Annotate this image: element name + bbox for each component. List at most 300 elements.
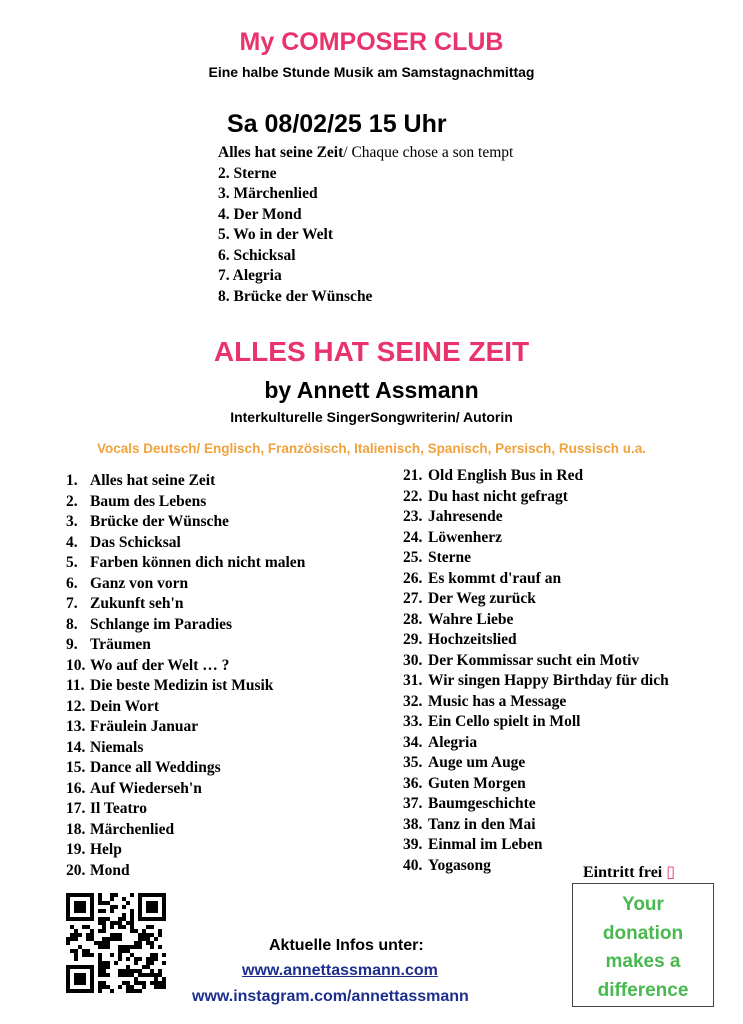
- qr-module: [102, 969, 106, 973]
- qr-module: [126, 985, 130, 989]
- song-number: 28.: [403, 610, 423, 628]
- website-link[interactable]: www.annettassmann.com: [242, 962, 438, 979]
- album-artist: by Annett Assmann: [264, 377, 479, 403]
- entry-symbol: ▯: [666, 864, 676, 881]
- song-number: 10.: [66, 656, 86, 674]
- qr-module: [90, 989, 94, 993]
- song-number: 12.: [66, 697, 86, 715]
- qr-module: [98, 897, 102, 901]
- song-item: [66, 492, 305, 513]
- qr-module: [154, 981, 158, 985]
- qr-module: [146, 901, 150, 905]
- qr-module: [98, 921, 102, 925]
- qr-module: [130, 921, 134, 925]
- song-item: [66, 676, 305, 697]
- qr-module: [90, 985, 94, 989]
- qr-module: [106, 941, 110, 945]
- qr-module: [122, 917, 126, 921]
- qr-module: [162, 901, 166, 905]
- song-item: [403, 692, 669, 713]
- qr-module: [142, 985, 146, 989]
- entry-free-label: Eintritt frei: [583, 864, 663, 881]
- qr-module: [146, 941, 150, 945]
- song-number: 21.: [403, 467, 423, 484]
- qr-module: [82, 981, 86, 985]
- qr-module: [82, 953, 86, 957]
- song-title: Schlange im Paradies: [90, 615, 233, 633]
- qr-module: [126, 981, 130, 985]
- song-item: [66, 656, 305, 677]
- song-title: Ein Cello spielt in Moll: [428, 713, 581, 730]
- qr-module: [98, 929, 102, 933]
- qr-module: [106, 973, 110, 977]
- event-date: Sa 08/02/25 15 Uhr: [227, 110, 447, 138]
- qr-module: [66, 905, 70, 909]
- qr-module: [154, 953, 158, 957]
- program-item: 2. Sterne: [218, 164, 277, 182]
- qr-module: [106, 901, 110, 905]
- qr-module: [138, 937, 142, 941]
- qr-module: [78, 917, 82, 921]
- qr-module: [66, 913, 70, 917]
- qr-module: [98, 953, 102, 957]
- qr-module: [70, 933, 74, 937]
- qr-module: [126, 949, 130, 953]
- qr-module: [70, 893, 74, 897]
- qr-module: [154, 957, 158, 961]
- song-item: [403, 733, 669, 754]
- qr-module: [142, 929, 146, 933]
- qr-module: [110, 989, 114, 993]
- qr-module: [134, 941, 138, 945]
- qr-module: [162, 913, 166, 917]
- qr-module: [86, 949, 90, 953]
- qr-module: [134, 961, 138, 965]
- qr-module: [138, 941, 142, 945]
- qr-module: [86, 933, 90, 937]
- qr-module: [142, 981, 146, 985]
- qr-module: [74, 957, 78, 961]
- qr-module: [102, 917, 106, 921]
- qr-module: [66, 909, 70, 913]
- song-item: [403, 548, 669, 569]
- instagram-link[interactable]: www.instagram.com/annettassmann: [192, 988, 469, 1005]
- song-title: Old English Bus in Red: [428, 467, 584, 484]
- qr-module: [66, 985, 70, 989]
- qr-module: [114, 893, 118, 897]
- song-title: Wo auf der Welt … ?: [90, 656, 230, 674]
- qr-module: [102, 925, 106, 929]
- song-title: Help: [90, 841, 122, 858]
- qr-module: [150, 961, 154, 965]
- qr-module: [130, 917, 134, 921]
- qr-module: [90, 917, 94, 921]
- qr-module: [90, 937, 94, 941]
- qr-module: [74, 977, 78, 981]
- qr-module: [122, 925, 126, 929]
- qr-module: [114, 937, 118, 941]
- qr-module: [66, 937, 70, 941]
- qr-module: [118, 921, 122, 925]
- program-item: 4. Der Mond: [218, 205, 302, 223]
- qr-module: [162, 981, 166, 985]
- club-title: My COMPOSER CLUB: [239, 28, 504, 56]
- qr-module: [70, 949, 74, 953]
- qr-module: [134, 969, 138, 973]
- qr-module: [86, 989, 90, 993]
- song-number: 27.: [403, 590, 423, 607]
- qr-module: [66, 973, 70, 977]
- song-number: 35.: [403, 754, 423, 771]
- qr-module: [150, 925, 154, 929]
- qr-module: [158, 929, 162, 933]
- qr-module: [98, 901, 102, 905]
- qr-module: [98, 989, 102, 993]
- qr-module: [154, 901, 158, 905]
- qr-module: [98, 957, 102, 961]
- qr-module: [154, 909, 158, 913]
- qr-module: [130, 913, 134, 917]
- qr-module: [130, 945, 134, 949]
- song-item: [66, 615, 305, 636]
- song-number: 6.: [66, 574, 78, 592]
- song-number: 13.: [66, 718, 86, 735]
- qr-module: [82, 989, 86, 993]
- qr-module: [90, 905, 94, 909]
- song-item: [403, 610, 669, 631]
- qr-module: [154, 977, 158, 981]
- song-number: 29.: [403, 631, 423, 648]
- song-item: [66, 717, 305, 738]
- song-number: 8.: [66, 615, 78, 633]
- qr-module: [154, 917, 158, 921]
- qr-module: [154, 973, 158, 977]
- qr-module: [90, 977, 94, 981]
- qr-module: [138, 957, 142, 961]
- song-item: [66, 512, 305, 533]
- qr-module: [66, 893, 70, 897]
- song-item: [403, 487, 669, 508]
- song-number: 4.: [66, 533, 78, 551]
- qr-module: [146, 933, 150, 937]
- song-title: Auf Wiederseh'n: [90, 779, 202, 797]
- song-number: 39.: [403, 836, 423, 853]
- song-item: [66, 533, 305, 554]
- qr-module: [90, 913, 94, 917]
- donation-box: [572, 883, 714, 1007]
- qr-module: [70, 989, 74, 993]
- qr-module: [74, 933, 78, 937]
- program-title: [218, 143, 513, 164]
- qr-module: [82, 905, 86, 909]
- qr-module: [118, 969, 122, 973]
- qr-module: [146, 893, 150, 897]
- qr-module: [114, 961, 118, 965]
- qr-module: [146, 925, 150, 929]
- song-number: 26.: [403, 569, 423, 587]
- song-number: 34.: [403, 733, 423, 751]
- qr-module: [138, 969, 142, 973]
- qr-module: [102, 941, 106, 945]
- qr-module: [158, 981, 162, 985]
- qr-module: [138, 981, 142, 985]
- qr-module: [142, 917, 146, 921]
- qr-module: [122, 949, 126, 953]
- song-title: Das Schicksal: [90, 533, 181, 551]
- qr-module: [106, 937, 110, 941]
- qr-module: [118, 953, 122, 957]
- qr-module: [134, 945, 138, 949]
- qr-module: [70, 917, 74, 921]
- qr-module: [98, 945, 102, 949]
- song-item: [66, 820, 305, 841]
- qr-module: [70, 965, 74, 969]
- qr-module: [66, 917, 70, 921]
- qr-module: [134, 989, 138, 993]
- song-number: 33.: [403, 713, 423, 730]
- song-title: Dein Wort: [90, 697, 160, 715]
- qr-module: [142, 937, 146, 941]
- qr-module: [134, 981, 138, 985]
- song-item: [403, 753, 669, 774]
- qr-module: [90, 933, 94, 937]
- qr-module: [98, 969, 102, 973]
- qr-module: [122, 913, 126, 917]
- qr-module: [106, 917, 110, 921]
- qr-module: [74, 909, 78, 913]
- qr-module: [126, 957, 130, 961]
- qr-module: [162, 897, 166, 901]
- qr-module: [90, 897, 94, 901]
- qr-module: [138, 901, 142, 905]
- qr-module: [86, 893, 90, 897]
- song-title: Der Weg zurück: [428, 590, 536, 607]
- donation-line: makes a: [605, 951, 681, 972]
- qr-module: [78, 893, 82, 897]
- song-item: [403, 630, 669, 651]
- qr-module: [82, 901, 86, 905]
- qr-module: [74, 965, 78, 969]
- qr-module: [114, 921, 118, 925]
- qr-module: [82, 977, 86, 981]
- qr-module: [98, 973, 102, 977]
- qr-module: [118, 985, 122, 989]
- qr-module: [150, 973, 154, 977]
- qr-module: [74, 929, 78, 933]
- qr-module: [78, 981, 82, 985]
- qr-module: [118, 973, 122, 977]
- qr-module: [98, 941, 102, 945]
- song-list-right: [403, 466, 669, 876]
- qr-module: [66, 981, 70, 985]
- qr-module: [66, 977, 70, 981]
- qr-module: [106, 965, 110, 969]
- qr-module: [82, 917, 86, 921]
- song-number: 37.: [403, 795, 423, 812]
- qr-module: [74, 953, 78, 957]
- qr-module: [158, 969, 162, 973]
- qr-module: [78, 945, 82, 949]
- qr-module: [78, 977, 82, 981]
- qr-module: [74, 973, 78, 977]
- qr-module: [98, 965, 102, 969]
- qr-module: [130, 893, 134, 897]
- donation-line: Your: [622, 894, 664, 915]
- qr-module: [78, 989, 82, 993]
- qr-module: [94, 941, 98, 945]
- song-number: 2.: [66, 492, 78, 510]
- program-title-fr: / Chaque chose a son tempt: [343, 144, 514, 161]
- qr-module: [138, 945, 142, 949]
- qr-module: [102, 901, 106, 905]
- qr-module: [74, 917, 78, 921]
- song-number: 15.: [66, 759, 86, 776]
- qr-module: [150, 953, 154, 957]
- song-title: Music has a Message: [428, 692, 567, 710]
- infos-label: Aktuelle Infos unter:: [269, 937, 424, 954]
- qr-module: [138, 893, 142, 897]
- song-title: Sterne: [428, 549, 472, 566]
- qr-module: [122, 973, 126, 977]
- qr-module: [130, 909, 134, 913]
- qr-module: [98, 981, 102, 985]
- qr-module: [142, 893, 146, 897]
- qr-module: [118, 957, 122, 961]
- song-item: [403, 835, 669, 856]
- qr-module: [78, 905, 82, 909]
- qr-module: [134, 929, 138, 933]
- qr-module: [110, 897, 114, 901]
- song-title: Du hast nicht gefragt: [428, 487, 568, 505]
- qr-module: [110, 909, 114, 913]
- qr-module: [90, 893, 94, 897]
- song-number: 23.: [403, 508, 423, 525]
- qr-module: [102, 921, 106, 925]
- qr-module: [158, 933, 162, 937]
- song-item: [403, 507, 669, 528]
- song-title: Alegria: [428, 733, 478, 751]
- song-item: [403, 774, 669, 795]
- song-number: 5.: [66, 554, 78, 571]
- song-title: Dance all Weddings: [90, 759, 221, 776]
- qr-module: [74, 981, 78, 985]
- qr-module: [78, 909, 82, 913]
- qr-module: [134, 957, 138, 961]
- song-item: [66, 738, 305, 759]
- qr-module: [74, 989, 78, 993]
- song-title: Tanz in den Mai: [428, 815, 536, 833]
- qr-module: [86, 953, 90, 957]
- qr-module: [138, 897, 142, 901]
- song-item: [66, 758, 305, 779]
- qr-module: [162, 953, 166, 957]
- program-item: 6. Schicksal: [218, 246, 296, 264]
- qr-module: [162, 917, 166, 921]
- qr-module: [130, 929, 134, 933]
- song-item: [66, 471, 305, 492]
- qr-module: [70, 925, 74, 929]
- song-number: 18.: [66, 820, 86, 838]
- song-number: 14.: [66, 738, 86, 756]
- qr-module: [98, 917, 102, 921]
- song-title: Mond: [90, 861, 130, 879]
- song-number: 11.: [66, 677, 85, 694]
- qr-module: [90, 901, 94, 905]
- qr-module: [82, 973, 86, 977]
- song-number: 40.: [403, 856, 423, 874]
- qr-module: [150, 945, 154, 949]
- song-item: [403, 589, 669, 610]
- song-item: [403, 671, 669, 692]
- song-title: Auge um Auge: [428, 754, 526, 771]
- song-title: Il Teatro: [90, 800, 147, 817]
- song-title: Guten Morgen: [428, 774, 526, 792]
- song-title: Niemals: [90, 738, 144, 756]
- qr-module: [150, 901, 154, 905]
- qr-module: [102, 981, 106, 985]
- song-number: 17.: [66, 800, 86, 817]
- qr-module: [106, 961, 110, 965]
- song-item: [66, 799, 305, 820]
- song-number: 7.: [66, 595, 78, 612]
- qr-module: [122, 897, 126, 901]
- song-number: 16.: [66, 779, 86, 797]
- qr-module: [130, 925, 134, 929]
- qr-module: [74, 949, 78, 953]
- song-title: Baumgeschichte: [428, 795, 536, 812]
- song-number: 24.: [403, 528, 423, 546]
- song-number: 19.: [66, 841, 86, 858]
- qr-module: [86, 917, 90, 921]
- song-number: 22.: [403, 487, 423, 505]
- qr-module: [114, 933, 118, 937]
- qr-module: [138, 909, 142, 913]
- qr-module: [102, 909, 106, 913]
- song-number: 9.: [66, 636, 78, 653]
- qr-module: [146, 917, 150, 921]
- qr-module: [162, 909, 166, 913]
- donation-line: difference: [597, 979, 689, 1001]
- qr-module: [90, 965, 94, 969]
- qr-module: [150, 981, 154, 985]
- program-item: 5. Wo in der Welt: [218, 226, 333, 243]
- program-item: 8. Brücke der Wünsche: [218, 287, 373, 305]
- qr-module: [86, 965, 90, 969]
- qr-module: [150, 969, 154, 973]
- qr-module: [66, 897, 70, 901]
- song-item: [403, 569, 669, 590]
- qr-module: [98, 985, 102, 989]
- song-number: 20.: [66, 861, 86, 879]
- qr-module: [98, 893, 102, 897]
- qr-module: [102, 985, 106, 989]
- qr-module: [102, 929, 106, 933]
- qr-module: [126, 965, 130, 969]
- qr-module: [126, 901, 130, 905]
- qr-code-icon[interactable]: [66, 893, 166, 993]
- qr-module: [110, 921, 114, 925]
- qr-module: [142, 965, 146, 969]
- qr-module: [138, 989, 142, 993]
- entry-free: [583, 862, 675, 882]
- song-number: 38.: [403, 815, 423, 833]
- qr-module: [82, 925, 86, 929]
- qr-module: [154, 905, 158, 909]
- qr-module: [90, 929, 94, 933]
- qr-module: [70, 937, 74, 941]
- qr-module: [158, 917, 162, 921]
- song-item: [66, 574, 305, 595]
